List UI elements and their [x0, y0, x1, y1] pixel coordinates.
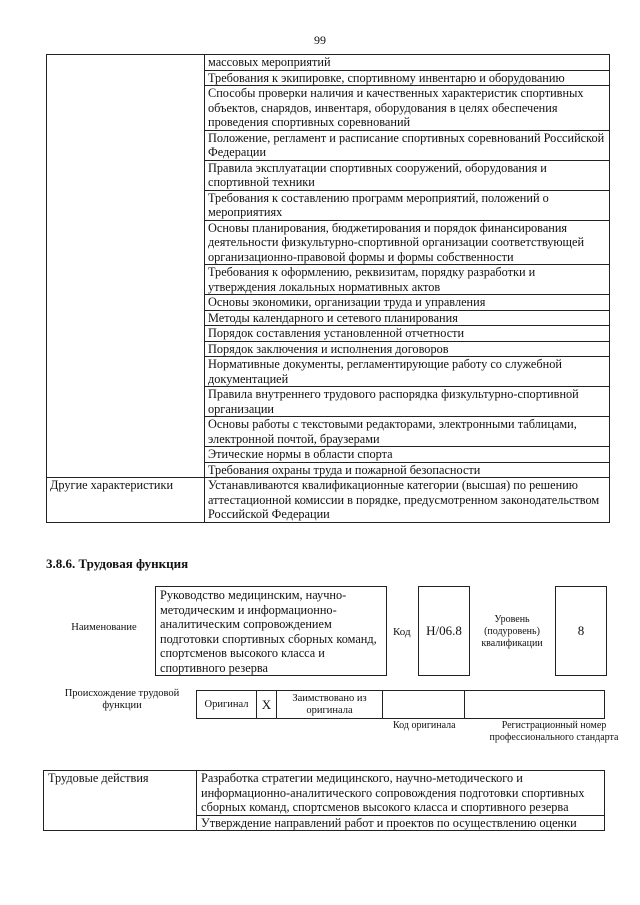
original-label: Оригинал — [197, 691, 257, 719]
labor-action-item: Утверждение направлений работ и проектов по осуществлению оценки — [197, 815, 605, 831]
requirements-table — [46, 54, 610, 523]
row-value: Основы экономики, организации труда и управления — [205, 295, 610, 311]
reg-number-cell — [465, 691, 605, 719]
section-title: 3.8.6. Трудовая функция — [46, 556, 189, 571]
row-value: Основы планирования, бюджетирования и порядок финансирования деятельности физкультурно-спортивной организации соответствующей организационно-правовой формы и формы собственности — [205, 220, 610, 265]
row-value: Положение, регламент и расписание спортивных соревнований Российской Федерации — [205, 130, 610, 160]
row-value: Порядок составления установленной отчетности — [205, 326, 610, 342]
borrowed-label: Заимствовано из оригинала — [277, 691, 383, 719]
row-value: Правила эксплуатации спортивных сооружений, оборудования и спортивной техники — [205, 160, 610, 190]
origin-label: Происхождение трудовой функции — [64, 688, 180, 711]
original-code-caption: Код оригинала — [393, 720, 456, 731]
row-value: Требования к экипировке, спортивному инвентарю и оборудованию — [205, 70, 610, 86]
table-row — [47, 478, 610, 523]
row-value: Основы работы с текстовыми редакторами, электронными таблицами, электронной почтой, браузерами — [205, 417, 610, 447]
code-label: Код — [393, 626, 411, 638]
row-value: массовых мероприятий — [205, 55, 610, 71]
reg-number-caption: Регистрационный номер профессионального стандарта — [489, 720, 619, 743]
row-value: Нормативные документы, регламентирующие работу со служебной документацией — [205, 357, 610, 387]
row-value: Требования к составлению программ мероприятий, положений о мероприятиях — [205, 190, 610, 220]
qualification-level: 8 — [555, 586, 607, 676]
table-row — [47, 55, 610, 71]
original-code-cell — [383, 691, 465, 719]
name-label: Наименование — [71, 622, 137, 633]
labor-actions-label: Трудовые действия — [44, 771, 197, 831]
table-row — [44, 771, 605, 816]
row-value: Правила внутреннего трудового распорядка физкультурно-спортивной организации — [205, 387, 610, 417]
function-name: Руководство медицинским, научно-методическим и информационно-аналитическим сопровождением подготовки спортивных сборных команд, спортсменов высокого класса и спортивного резерва — [155, 586, 387, 676]
row-value: Методы календарного и сетевого планирования — [205, 310, 610, 326]
labor-actions-table — [43, 770, 605, 831]
level-label: Уровень (подуровень) квалификации — [481, 614, 543, 649]
row-value: Требования к оформлению, реквизитам, порядку разработки и утверждения локальных нормативных актов — [205, 265, 610, 295]
row-value: Порядок заключения и исполнения договоров — [205, 341, 610, 357]
page-number: 99 — [314, 33, 326, 47]
labor-action-item: Разработка стратегии медицинского, научно-методического и информационно-аналитического сопровождения подготовки спортивных сборных команд, спортсменов высокого класса и спортивного резерва — [197, 771, 605, 816]
row-value: Устанавливаются квалификационные категории (высшая) по решению аттестационной комиссии в порядке, предусмотренном законодательством Российской Федерации — [205, 478, 610, 523]
row-value: Требования охраны труда и пожарной безопасности — [205, 462, 610, 478]
original-mark: X — [257, 691, 277, 719]
origin-table — [196, 690, 605, 719]
function-code: H/06.8 — [418, 586, 470, 676]
row-value: Способы проверки наличия и качественных характеристик спортивных объектов, снарядов, инвентаря, оборудования в целях обеспечения проведения спортивных соревнований — [205, 86, 610, 131]
row-value: Этические нормы в области спорта — [205, 447, 610, 463]
row-label: Другие характеристики — [47, 478, 205, 523]
row-label — [47, 55, 205, 478]
